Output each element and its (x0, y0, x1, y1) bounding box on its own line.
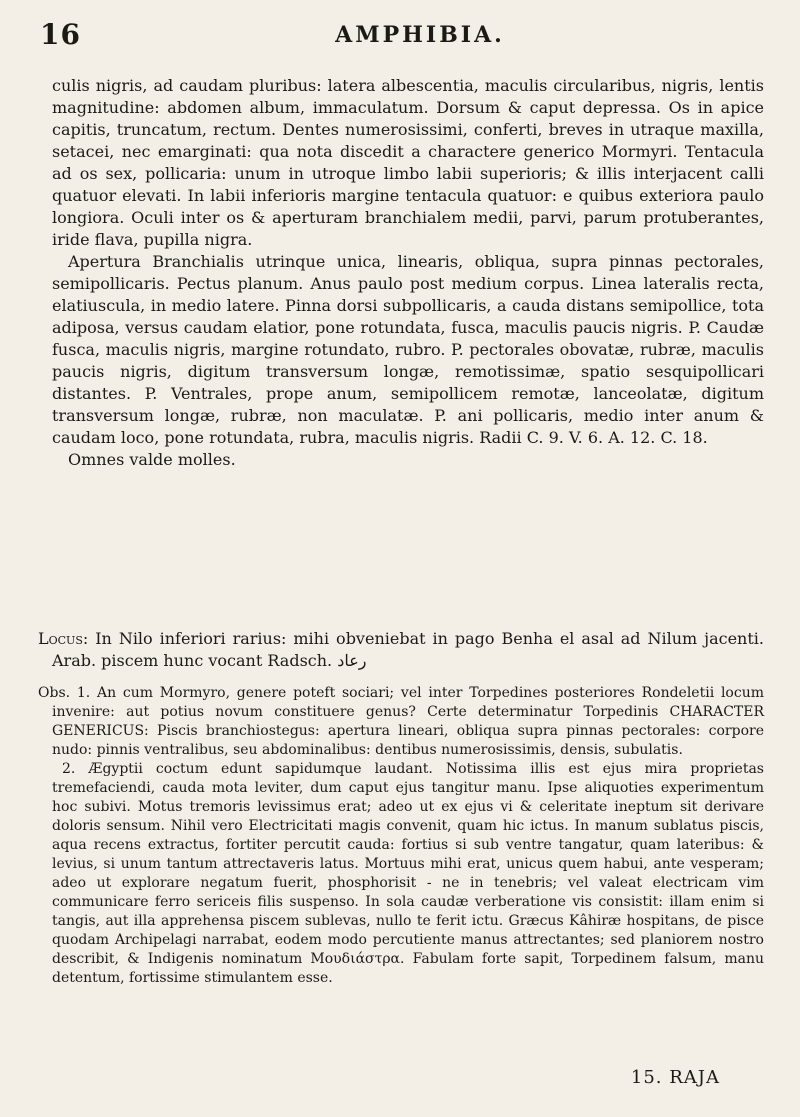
description-paragraph-2: Apertura Branchialis utrinque unica, linearis, obliqua, supra pinnas pectorales, semipollicaris. Pectus planum. Anus paulo post medium corpus. Linea lateralis recta, elatiuscula, in medio latere. Pinna dorsi subpollicaris, a cauda distans semipollice, tota adiposa, versus caudam elatior, pone rotundata, fusca, maculis paucis nigris. P. Caudæ fusca, maculis nigris, margine rotundato, rubro. P. pectorales obovatæ, rubræ, maculis paucis nigris, digitum transversum longæ, remotissimæ, spatio sesquipollicari distantes. P. Ventrales, prope anum, semipollicem remotæ, lanceolatæ, digitum transversum longæ, rubræ, non maculatæ. P. ani pollicaris, medio inter anum & caudam loco, pone rotundata, rubra, maculis nigris. Radii C. 9. V. 6. A. 12. C. 18. (52, 252, 764, 447)
observations-section (38, 684, 764, 988)
observation-note-1: 1. An cum Mormyro, genere poteft sociari; vel inter Torpedines posteriores Rondeletii locum invenire: aut potius novum constituere genus? Certe determinatur Torpedinis CHARACTER GENERICUS: Piscis branchiostegus: apertura lineari, obliqua supra pinnas pectorales: corpore nudo: pinnis ventralibus, seu abdominalibus: dentibus numerosissimis, densis, subulatis. (52, 685, 764, 758)
page-number: 16 (40, 18, 81, 51)
observations-label: Obs. (38, 685, 71, 701)
locus-text: In Nilo inferiori rarius: mihi obveniebat in pago Benha el asal ad Nilum jacenti. Arab. piscem hunc vocant Radsch. رعاد (52, 629, 764, 670)
catchword: 15. RAJA (630, 1067, 720, 1088)
running-head: AMPHIBIA. (335, 22, 505, 48)
locus-label: Locus: (38, 629, 89, 648)
locus-section (38, 628, 764, 672)
main-text (52, 75, 764, 471)
observation-note-2: 2. Ægyptii coctum edunt sapidumque laudant. Notissima illis est ejus mira proprietas tremefaciendi, cauda mota leviter, dum caput ejus tangitur manu. Ipse aliquoties experimentum hoc subivi. Motus tremoris levissimus erat; adeo ut ex ejus vi & celeritate ineptum sit derivare doloris sensum. Nihil vero Electricitati magis convenit, quam hic ictus. In manum sublatus piscis, aqua recens extractus, fortiter percutit cauda: fortius si sub ventre tangatur, quam lateribus: & levius, si unum tantum attrectaveris latus. Mortuus mihi erat, unicus quem habui, ante vesperam; adeo ut explorare negatum fuerit, phosphorisit - ne in tenebris; vel valeat electricam vim communicare ferro sericeis filis suspenso. In sola caudæ verberatione vis consistit: illam enim si tangis, aut illa apprehensa piscem sublevas, nullo te ferit ictu. Græcus Kâhiræ hospitans, de pisce quodam Archipelagi narrabat, eodem modo percutiente manus attrectantes; sed planiorem nostro describit, & Indigenis nominatum Μουδιάστρα. Fabulam forte sapit, Torpedinem falsum, manu detentum, fortissime stimulantem esse. (52, 761, 764, 986)
description-paragraph-3: Omnes valde molles. (68, 450, 236, 469)
description-paragraph-1: culis nigris, ad caudam pluribus: latera albescentia, maculis circularibus, nigris, lentis magnitudine: abdomen album, immaculatum. Dorsum & caput depressa. Os in apice capitis, truncatum, rectum. Dentes numerosissimi, conferti, breves in utraque maxilla, setacei, nec emarginati: qua nota discedit a charactere generico Mormyri. Tentacula ad os sex, pollicaria: unum in utroque limbo labii superioris; & illis interjacent calli quatuor elevati. In labii inferioris margine tentacula quatuor: e quibus exteriora paulo longiora. Oculi inter os & aperturam branchialem medii, parvi, parum protuberantes, iride flava, pupilla nigra. (52, 76, 764, 249)
